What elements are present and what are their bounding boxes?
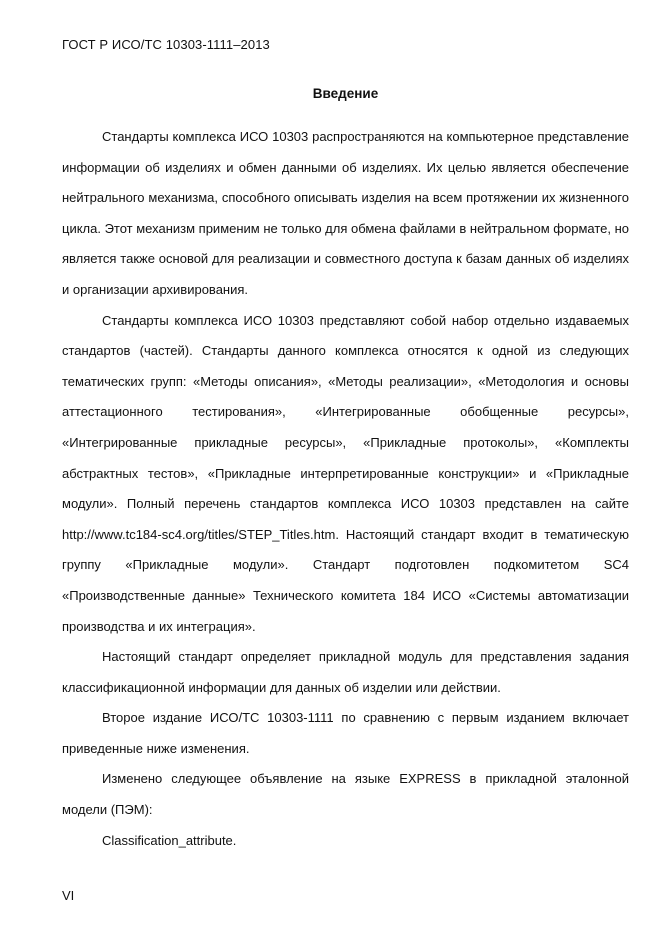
paragraph: Настоящий стандарт определяет прикладной модуль для представления задания классификационной информации для данных об изделии или действии. bbox=[62, 649, 629, 695]
paragraph: Изменено следующее объявление на языке EXPRESS в прикладной эталонной модели (ПЭМ): bbox=[62, 771, 629, 818]
express-entity-name: Classification_attribute. bbox=[102, 832, 237, 848]
page-number: VI bbox=[62, 888, 75, 903]
paragraph: Стандарты комплекса ИСО 10303 распространяются на компьютерное представление информации об изделиях и обмен данными об изделиях. Их целью является обеспечение нейтрального механизма, способного описывать изделия на всем протяжении их жизненного цикла. Этот механизм применим не только для обмена файлами в нейтральном формате, но является также основой для реализации и совместного доступа к базам данных об изделиях и организации архивирования. bbox=[62, 129, 629, 297]
paragraph: Второе издание ИСО/ТС 10303-1111 по сравнению с первым изданием включает приведенные ниже изменения. bbox=[62, 710, 629, 756]
document-header: ГОСТ Р ИСО/ТС 10303-1111–2013 bbox=[62, 37, 270, 52]
paragraph: Стандарты комплекса ИСО 10303 представляют собой набор отдельно издаваемых стандартов (частей). Стандарты данного комплекса относятся к одной из следующих тематических групп: «Методы описания», «Методы реализации», «Методология и основы аттестационного тестирования», «Интегрированные обобщенные ресурсы», «Интегрированные прикладные ресурсы», «Прикладные протоколы», «Комплекты абстрактных тестов», «Прикладные интерпретированные конструкции» и «Прикладные модули». Полный перечень стандартов комплекса ИСО 10303 представлен на сайте http://www.tc184-sc4.org/titles/STEP_Titles.htm. Настоящий стандарт входит в тематическую группу «Прикладные модули». Стандарт подготовлен подкомитетом SC4 «Производственные данные» Технического комитета 184 ИСО «Системы автоматизации производства и их интеграция». bbox=[62, 312, 629, 634]
section-title: Введение bbox=[312, 86, 379, 101]
document-body bbox=[62, 122, 629, 856]
